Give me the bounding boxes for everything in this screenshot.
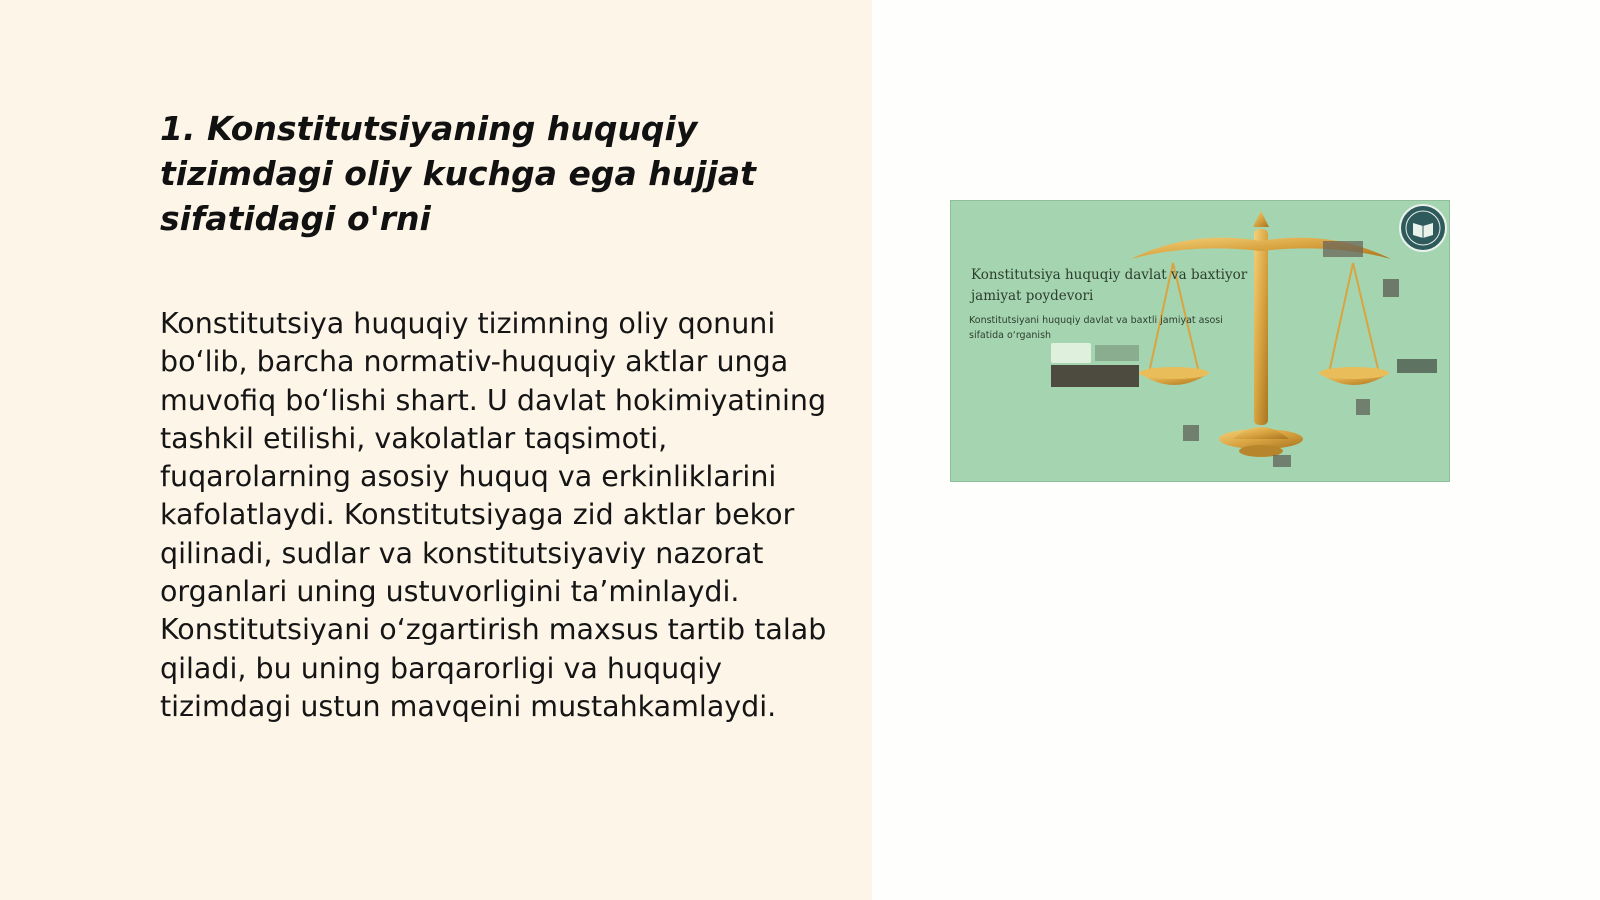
- slide-image: [950, 200, 1450, 482]
- image-title: Konstitutsiya huquqiy davlat va baxtiyor jamiyat poydevori: [971, 267, 1248, 304]
- photo-thumb-icon: [1273, 455, 1291, 467]
- photo-thumb-icon: [1383, 279, 1399, 297]
- slide-body-text: Konstitutsiya huquqiy tizimning oliy qonuni bo‘lib, barcha normativ-huquqiy aktlar unga muvofiq bo‘lishi shart. U davlat hokimiyatining tashkil etilishi, vakolatlar taqsimoti, fuqarolarning asosiy huquq va erkinliklarini kafolatlaydi. Konstitutsiyaga zid aktlar bekor qilinadi, sudlar va konstitutsiyaviy nazorat organlari uning ustuvorligini ta’minlaydi. Konstitutsiyani o‘zgartirish maxsus tartib talab qiladi, bu uning barqarorligi va huquqiy tizimdagi ustun mavqeini mustahkamlaydi.: [160, 307, 827, 723]
- photo-thumb-icon: [1356, 399, 1370, 415]
- photo-thumb-icon: [1323, 241, 1363, 257]
- photo-thumb-icon: [1397, 359, 1437, 373]
- image-subtitle: Konstitutsiyani huquqiy davlat va baxtli jamiyat asosi sifatida o‘rganish: [969, 315, 1223, 341]
- book-emblem-icon: [1398, 203, 1448, 253]
- photo-thumb-icon: [1183, 425, 1199, 441]
- slide-title: 1. Konstitutsiyaning huquqiy tizimdagi oliy kuchga ega hujjat sifatidagi o'rni: [160, 109, 756, 238]
- image-mini-card: [1051, 343, 1139, 389]
